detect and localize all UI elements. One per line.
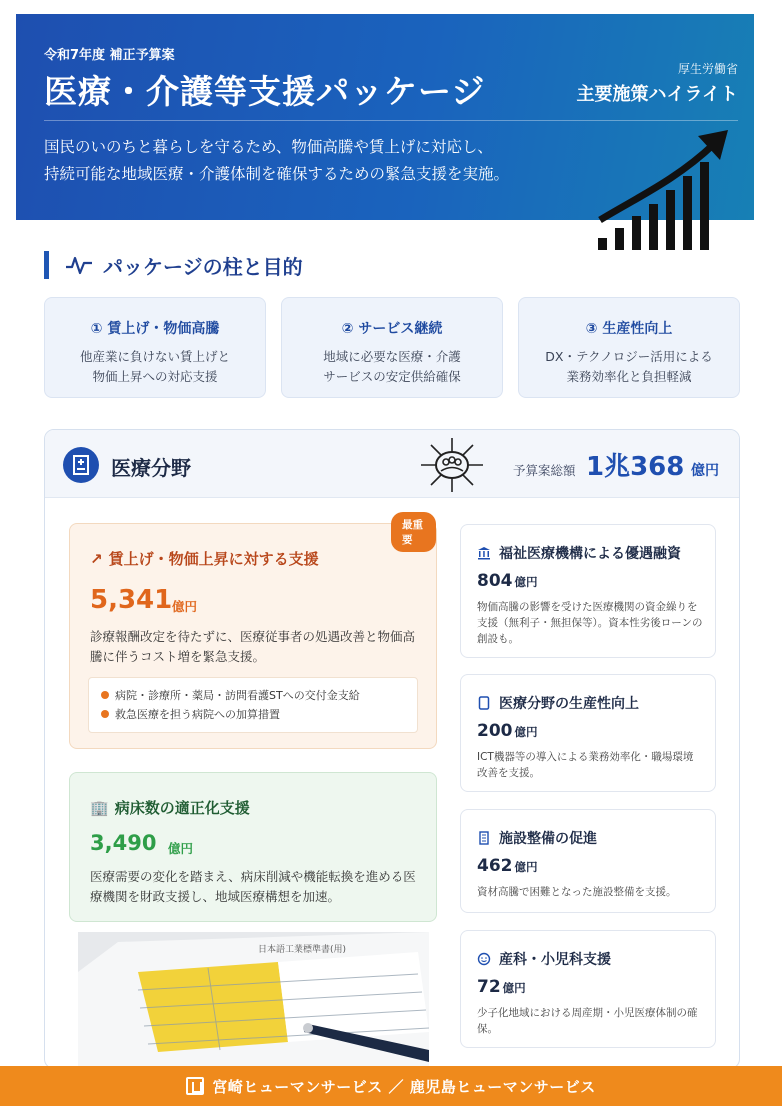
- smile-icon: [477, 952, 491, 966]
- facility-card: [460, 809, 716, 913]
- list-item-text: 病院・診療所・薬局・訪問看護STへの交付金支給: [115, 689, 360, 702]
- loan-support-card: [460, 524, 716, 658]
- card-amount-value: 462: [477, 856, 513, 876]
- trend-up-icon: ↗: [90, 550, 103, 568]
- building-icon: [477, 831, 491, 845]
- card-amount: [477, 721, 538, 741]
- header-description-line2: 持続可能な地域医療・介護体制を確保するための緊急支援を実施。: [44, 165, 510, 183]
- card-title: [477, 949, 611, 969]
- card-amount-unit: 億円: [514, 860, 538, 874]
- pillar-description: [519, 347, 739, 387]
- bed-optimization-title-text: 病床数の適正化支援: [114, 799, 250, 817]
- section-heading: [44, 250, 303, 280]
- growth-chart-icon: [596, 128, 736, 254]
- bed-optimization-title: [90, 797, 250, 818]
- wage-support-title: [90, 548, 319, 569]
- obstetrics-pediatrics-card: [460, 930, 716, 1048]
- pillar-heading: ③ 生産性向上: [585, 321, 673, 337]
- card-amount: [477, 856, 538, 876]
- highlight-label: 主要施策ハイライト: [576, 84, 738, 105]
- medical-header: [45, 430, 739, 498]
- pillar-description: [282, 347, 502, 387]
- card-amount-unit: 億円: [514, 575, 538, 589]
- card-description: ICT機器等の導入による業務効率化・職場環境改善を支援。: [477, 751, 694, 779]
- pillar-line: DX・テクノロジー活用による: [545, 349, 713, 364]
- card-title-text: 産科・小児科支援: [499, 952, 611, 968]
- card-description: 少子化地域における周産期・小児医療体制の確保。: [477, 1007, 698, 1035]
- form-title-text: 日本語工業標準書(用): [258, 945, 347, 955]
- pulse-icon: [65, 253, 93, 277]
- budget-total-value: 1兆368: [586, 452, 685, 482]
- wage-support-description: 診療報酬改定を待たずに、医療従事者の処遇改善と物価高騰に伴うコスト増を緊急支援。: [90, 629, 416, 664]
- medical-title: 医療分野: [111, 456, 191, 480]
- card-title: [477, 693, 639, 713]
- bed-optimization-amount: 3,490: [90, 831, 157, 855]
- company-logo-icon: [186, 1077, 204, 1095]
- medical-field-card: [44, 429, 740, 1069]
- bullet-icon: [101, 710, 109, 718]
- budget-total-label: 予算案総額: [513, 463, 576, 478]
- bank-icon: [477, 546, 491, 560]
- pillar-description: [45, 347, 265, 387]
- list-item: [101, 705, 405, 724]
- card-amount-value: 200: [477, 721, 513, 741]
- budget-subtitle: 令和7年度 補正予算案: [44, 48, 175, 63]
- card-title-text: 施設整備の促進: [499, 831, 597, 847]
- card-amount: [477, 977, 526, 997]
- list-item-text: 救急医療を担う病院への加算措置: [115, 708, 280, 721]
- section-accent-bar: [44, 251, 49, 279]
- bed-optimization-description: 医療需要の変化を踏まえ、病床削減や機能転換を進める医療機関を財政支援し、地域医療構想を加速。: [90, 869, 416, 904]
- pillar-heading: ① 賃上げ・物価高騰: [90, 321, 220, 337]
- pillar-card: [518, 297, 740, 398]
- card-title-text: 福祉医療機構による優遇融資: [499, 546, 681, 562]
- bullet-icon: [101, 691, 109, 699]
- wage-support-title-text: 賃上げ・物価上昇に対する支援: [108, 550, 319, 568]
- page-title: 医療・介護等支援パッケージ: [44, 72, 486, 111]
- header-description-line1: 国民のいのちと暮らしを守るため、物価高騰や賃上げに対応し、: [44, 138, 493, 156]
- header-divider: [44, 120, 738, 121]
- bed-optimization-card: [69, 772, 437, 922]
- footer-company-text: 宮崎ヒューマンサービス ／ 鹿児島ヒューマンサービス: [212, 1077, 596, 1096]
- ministry-label: 厚生労働省: [677, 62, 738, 76]
- pillar-line: 地域に必要な医療・介護: [323, 349, 461, 364]
- footer-bar: [0, 1066, 782, 1106]
- pillar-card: [281, 297, 503, 398]
- pillar-line: サービスの安定供給確保: [323, 369, 461, 384]
- card-amount: [477, 571, 538, 591]
- people-network-icon: [417, 434, 487, 496]
- wage-support-card: [69, 519, 437, 749]
- card-description: 物価高騰の影響を受けた医療機関の資金繰りを支援（無利子・無担保等）。資本性劣後ローンの創設も。: [477, 601, 703, 645]
- wage-support-list: [88, 677, 418, 733]
- document-photo: [78, 932, 429, 1069]
- pillar-line: 業務効率化と負担軽減: [566, 369, 692, 384]
- pillar-heading: ② サービス継続: [341, 321, 443, 337]
- card-amount-unit: 億円: [502, 981, 526, 995]
- priority-badge: 最重要: [391, 512, 436, 552]
- card-description: 資材高騰で困難となった施設整備を支援。: [477, 886, 677, 898]
- bed-optimization-unit: 億円: [168, 841, 194, 856]
- pillar-card: [44, 297, 266, 398]
- wage-support-unit: 億円: [172, 599, 198, 614]
- card-amount-value: 72: [477, 977, 501, 997]
- list-item: [101, 686, 405, 705]
- header-description: [44, 134, 509, 188]
- card-amount-value: 804: [477, 571, 513, 591]
- card-title: [477, 543, 681, 563]
- wage-support-amount: 5,341: [90, 585, 173, 615]
- budget-total-unit: 億円: [691, 463, 719, 479]
- productivity-card: [460, 674, 716, 792]
- pillar-line: 他産業に負けない賃上げと: [79, 349, 230, 364]
- building-icon: 🏢: [90, 799, 109, 817]
- hospital-icon: [63, 447, 99, 483]
- pillar-line: 物価上昇への対応支援: [92, 369, 218, 384]
- card-title: [477, 828, 597, 848]
- card-amount-unit: 億円: [514, 725, 538, 739]
- section-title: パッケージの柱と目的: [103, 254, 303, 279]
- tablet-icon: [477, 696, 491, 710]
- card-title-text: 医療分野の生産性向上: [499, 696, 639, 712]
